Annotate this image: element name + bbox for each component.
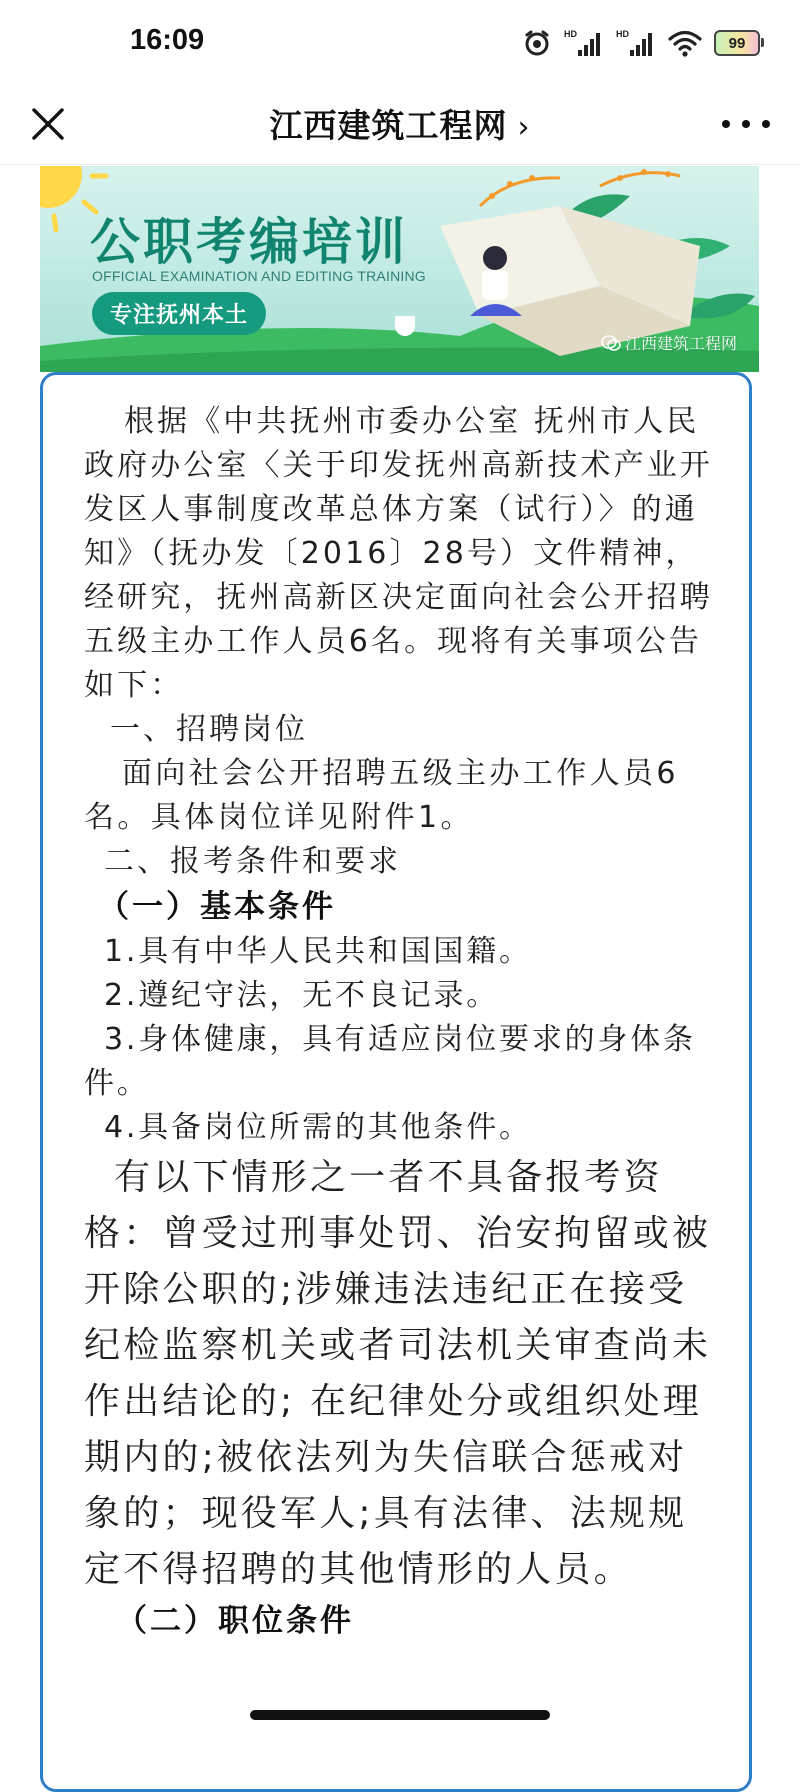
section-heading-requirements: 二、报考条件和要求 [104, 844, 401, 879]
status-bar [0, 0, 800, 84]
hd-signal-icon [564, 28, 604, 58]
banner-subtitle: OFFICIAL EXAMINATION AND EDITING TRAINING [92, 268, 426, 284]
eye-comfort-icon [522, 28, 552, 58]
condition-item: 1.具有中华人民共和国国籍。 [104, 934, 532, 969]
watermark-text: 江西建筑工程网 [624, 334, 737, 353]
condition-item: 3.身体健康，具有适应岗位要求的身体条件。 [84, 1022, 696, 1101]
banner-image [40, 166, 759, 372]
chevron-right-icon: › [517, 110, 531, 145]
nav-bar [0, 84, 800, 165]
hd-signal-icon [616, 28, 656, 58]
banner-title: 公职考编培训 [90, 213, 408, 271]
svg-text:HD: HD [616, 29, 629, 39]
disqualification-paragraph: 有以下情形之一者不具备报考资格：曾受过刑事处罚、治安拘留或被开除公职的;涉嫌违法违纪正在接受纪检监察机关或者司法机关审查尚未作出结论的; 在纪律处分或组织处理期内的;被依法列为失信联合惩戒对象的；现役军人;具有法律、法规规定不得招聘的其他情形的人员。 [84, 1157, 712, 1590]
battery-icon [714, 30, 760, 56]
more-icon[interactable] [722, 104, 770, 144]
article-content [84, 400, 724, 1644]
intro-paragraph: 根据《中共抚州市委办公室 抚州市人民政府办公室〈关于印发抚州高新技术产业开发区人事制度改革总体方案（试行）〉的通知》（抚办发〔2016〕28号）文件精神，经研究，抚州高新区决定面向社会公开招聘五级主办工作人员6名。现将有关事项公告如下： [84, 404, 713, 703]
wifi-icon [668, 29, 702, 57]
subheading-position-conditions: （二）职位条件 [116, 1603, 354, 1639]
positions-paragraph: 面向社会公开招聘五级主办工作人员6名。具体岗位详见附件1。 [84, 756, 679, 835]
subheading-basic-conditions: （一）基本条件 [98, 889, 336, 925]
battery-level: 99 [728, 34, 746, 52]
condition-item: 2.遵纪守法，无不良记录。 [104, 978, 500, 1013]
watermark [601, 331, 737, 354]
banner-badge: 专注抚州本土 [92, 292, 266, 335]
condition-item: 4.具备岗位所需的其他条件。 [104, 1110, 532, 1145]
account-title-link[interactable] [0, 100, 800, 147]
wechat-icon [601, 335, 621, 351]
status-icons [522, 26, 760, 60]
section-heading-positions: 一、招聘岗位 [110, 712, 308, 747]
home-indicator[interactable] [250, 1710, 550, 1720]
account-name: 江西建筑工程网 [269, 106, 508, 145]
svg-text:HD: HD [564, 29, 577, 39]
status-time: 16:09 [130, 24, 205, 56]
